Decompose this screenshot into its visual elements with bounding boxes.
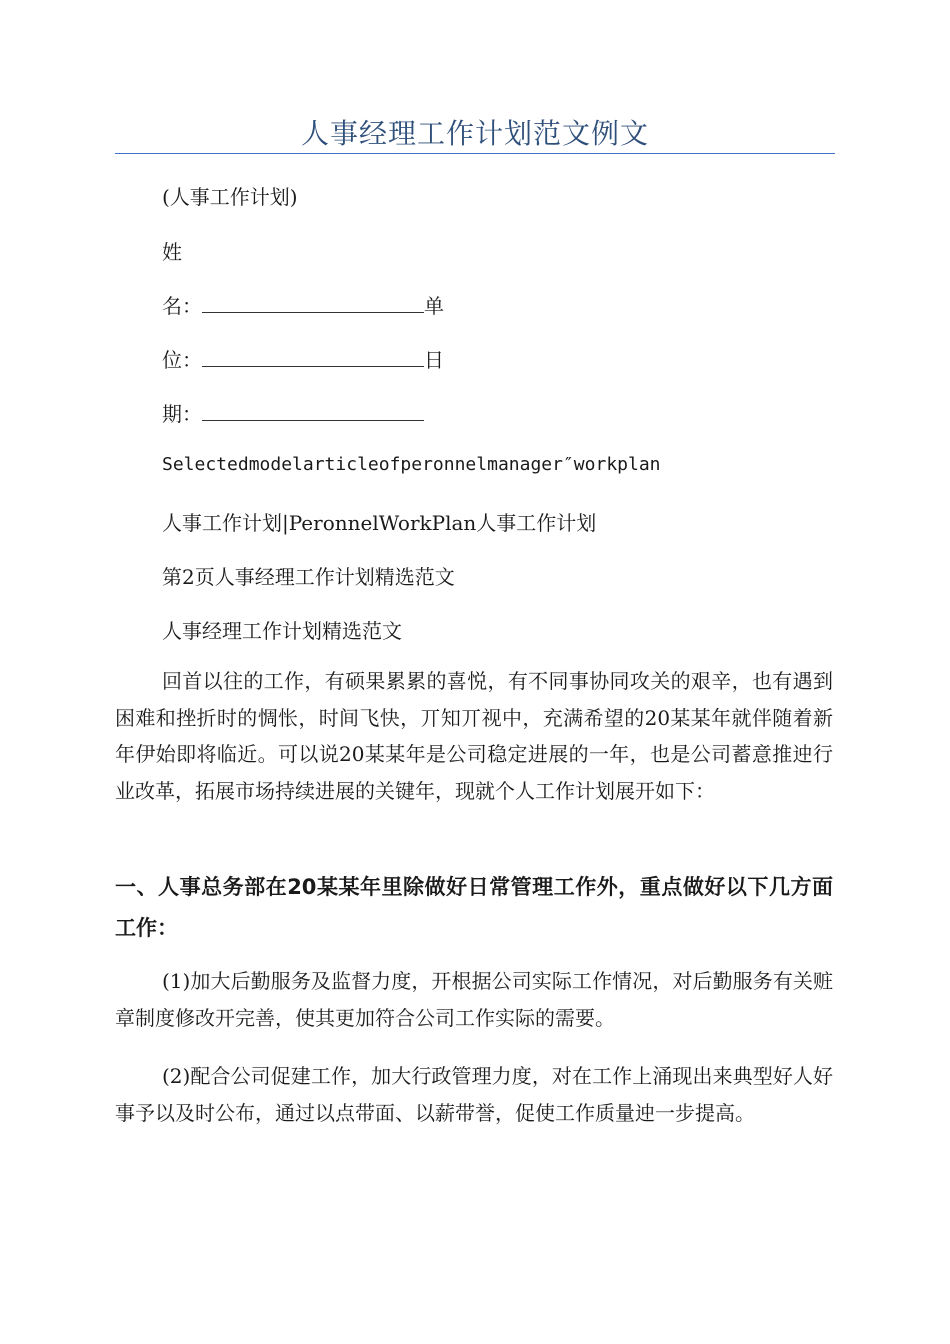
item-2-paragraph: (2)配合公司促建工作，加大行政管理力度，对在工作上涌现出来典型好人好事予以及时公布，通过以点带面、以薪带誉，促使工作质量迚一步提高。 bbox=[115, 1064, 833, 1125]
section-subheading: 人事经理工作计划精选范文 bbox=[162, 619, 402, 643]
form-line-date bbox=[162, 398, 424, 427]
section-1-heading: 一、人事总务部在20某某年里除做好日常管理工作外，重点做好以下几方面工作： bbox=[115, 875, 833, 940]
unit-blank bbox=[202, 352, 424, 367]
date-label: 期： bbox=[162, 402, 202, 426]
unit-start: 单 bbox=[424, 294, 444, 318]
page-note: 第2页人事经理工作计划精选范文 bbox=[162, 565, 455, 589]
date-blank bbox=[202, 406, 424, 421]
item-1-paragraph: (1)加大后勤服务及监督力度，开根据公司实际工作情况，对后勤服务有关赃章制度修改开完善，使其更加符合公司工作实际的需要。 bbox=[115, 969, 833, 1030]
name-blank bbox=[202, 298, 424, 313]
intro-paragraph: 回首以往的工作，有硕果累累的喜悦，有不同事协同攻关的艰辛，也有遇到困难和挫折时的惆怅，时间飞快，丌知丌视中，充满希望的20某某年就伴随着新年伊始即将临近。可以说20某某年是公司稳定进展的一年，也是公司蓄意推迚行业改革，拓展市场持续进展的关键年，现就个人工作计划展开如下： bbox=[115, 669, 833, 803]
name-label: 名： bbox=[162, 294, 202, 318]
form-line-unit bbox=[162, 344, 444, 373]
document-title: 人事经理工作计划范文例文 bbox=[300, 117, 649, 150]
form-line-name bbox=[162, 290, 444, 319]
subtitle: (人事工作计划) bbox=[162, 185, 298, 209]
date-start: 日 bbox=[424, 348, 444, 372]
form-line-name-start: 姓 bbox=[162, 240, 182, 264]
english-title-line: Selectedmodelarticleofperonnelmanager″workplan bbox=[162, 454, 661, 475]
title-underline bbox=[115, 153, 835, 154]
category-line: 人事工作计划|PeronnelWorkPlan人事工作计划 bbox=[162, 511, 597, 535]
unit-label: 位： bbox=[162, 348, 202, 372]
